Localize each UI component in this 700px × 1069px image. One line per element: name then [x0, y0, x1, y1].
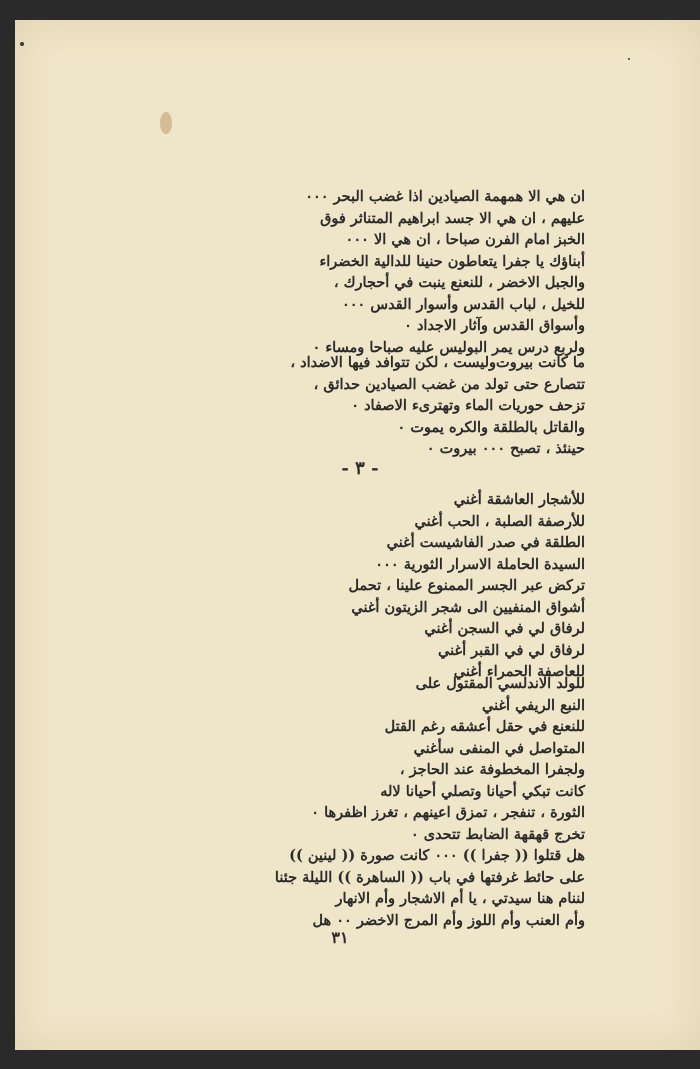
paper-stain: [160, 112, 172, 134]
stanza-2: [85, 352, 585, 460]
text-line: والقاتل بالطلقة والكره يموت ٠: [397, 418, 585, 436]
text-line: تزحف حوريات الماء وتهترىء الاصفاد ٠: [351, 397, 585, 414]
text-line: للخيل ، لباب القدس وأسوار القدس ٠٠٠: [341, 295, 585, 313]
text-line: ولجفرا المخطوفة عند الحاجز ،: [399, 761, 585, 778]
text-line: على حائط غرفتها في باب (( الساهرة )) الليلة جئنا: [274, 868, 585, 886]
text-line: للنعنع في حقل أعشقه رغم القتل: [384, 718, 585, 735]
text-line: تتصارع حتى تولد من غضب الصيادين حدائق ،: [313, 375, 585, 393]
text-line: تخرج قهقهة الضابط تتحدى ٠: [410, 825, 585, 843]
text-line: كانت تبكي أحيانا وتصلي أحيانا لاله: [380, 782, 585, 800]
text-line: لننام هنا سيدتي ، يا أم الاشجار وأم الانهار: [335, 890, 585, 907]
page-number: ٣١: [331, 928, 349, 947]
margin-dot: [628, 58, 630, 60]
text-line: للولد الاندلسي المقتول على: [415, 675, 585, 692]
text-line: للأرصفة الصلبة ، الحب أغني: [414, 512, 585, 530]
stanza-4: [85, 673, 585, 931]
text-line: وأسواق القدس وآثار الاجداد ٠: [404, 317, 585, 334]
stanza-3: [85, 489, 585, 683]
section-number: - ٣ -: [341, 458, 379, 479]
text-line: تركض عبر الجسر الممنوع علينا ، تحمل: [348, 577, 585, 594]
text-line: السيدة الحاملة الاسرار الثورية ٠٠٠: [375, 555, 585, 573]
text-line: أشواق المنفيين الى شجر الزيتون أغني: [351, 598, 585, 616]
text-line: ولربع درس يمر البوليس عليه صباحا ومساء ٠: [312, 338, 585, 356]
text-line: الطلقة في صدر الفاشيست أغني: [386, 534, 585, 551]
text-line: للأشجار العاشقة أغني: [453, 491, 585, 508]
scan-background: [0, 1050, 700, 1069]
text-line: النبع الريفي أغني: [482, 696, 585, 714]
text-line: لرفاق لي في القبر أغني: [438, 641, 585, 659]
text-line: عليهم ، ان هي الا جسد ابراهيم المتناثر فوق: [320, 209, 585, 227]
text-line: وأم العنب وأم اللوز وأم المرج الاخضر ٠٠ هل: [312, 911, 585, 929]
margin-dot: [20, 42, 24, 46]
text-line: لرفاق لي في السجن أغني: [424, 620, 585, 637]
text-line: أبناؤك يا جفرا يتعاطون حنينا للدالية الخضراء: [319, 252, 585, 270]
text-line: والجبل الاخضر ، للنعنع ينبت في أحجارك ،: [333, 274, 585, 291]
text-line: حينئذ ، تصبح ٠٠٠ بيروت ٠: [426, 440, 585, 457]
stanza-1: [85, 186, 585, 358]
text-line: المتواصل في المنفى سأغني: [413, 739, 585, 757]
text-line: الخبز امام الفرن صباحا ، ان هي الا ٠٠٠: [345, 231, 585, 248]
text-line: ان هي الا همهمة الصيادين اذا غضب البحر ٠٠٠: [305, 188, 585, 205]
text-line: للعاصفة الحمراء أغني: [453, 663, 585, 680]
text-line: الثورة ، تنفجر ، تمزق اعينهم ، تغرز اظفرها ٠: [311, 804, 585, 821]
text-line: ما كانت بيروت‌وليست ، لكن تتوافد فيها الاضداد ،: [290, 354, 585, 371]
text-line: هل قتلوا (( جفرا )) ٠٠٠ كانت صورة (( لينين )): [289, 847, 585, 864]
